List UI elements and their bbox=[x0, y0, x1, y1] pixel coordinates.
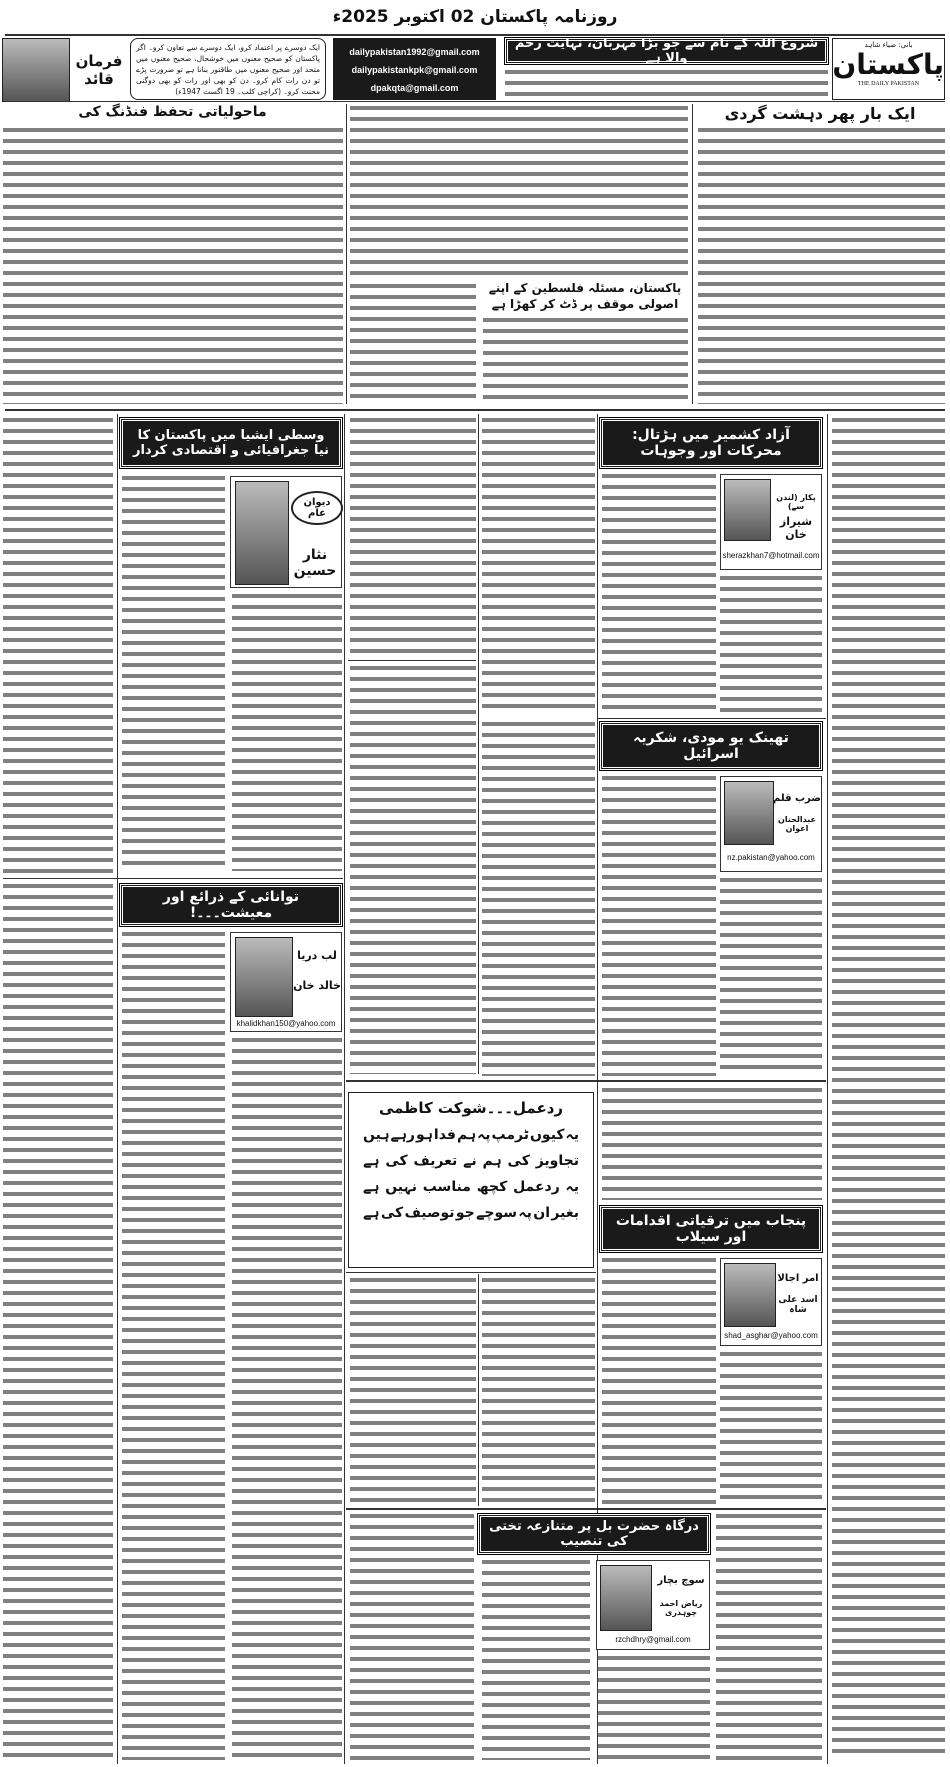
article-text bbox=[698, 128, 945, 404]
poem-word: کی bbox=[507, 1153, 530, 1169]
email-link[interactable]: dpakqta@gmail.com bbox=[370, 83, 459, 93]
poem-word: ہے bbox=[363, 1153, 380, 1169]
poem-word: جو bbox=[455, 1205, 475, 1221]
divider bbox=[5, 101, 945, 102]
poem-word: پہ bbox=[518, 1205, 532, 1221]
bismillah-banner: شروع اللہ کے نام سے جو بڑا مہربان، نہایت رحم والا ہے bbox=[505, 38, 828, 64]
poem-word: تجاویز bbox=[535, 1153, 579, 1169]
author-name: ریاض احمد چوہدری bbox=[659, 1599, 703, 1617]
column-name: ضرب قلم bbox=[773, 793, 821, 804]
contact-emails bbox=[333, 38, 496, 100]
author-photo bbox=[724, 479, 771, 541]
logo-tagline: بانی: ضیاء شاہد bbox=[864, 41, 913, 49]
quote-text: ایک دوسرے پر اعتماد کرو، ایک دوسرے سے تعاون کرو۔ اگر پاکستان کو صحیح معنوں میں خوشحال، صحیح معنوں میں متحد اور صحیح معنوں میں طاقتور بنانا ہے تو ضرورت پڑے تو دن رات کام کرو۔ دن کو بھی اور رات کو بھی دوگنی محنت کرو۔ bbox=[136, 43, 320, 96]
column-divider bbox=[344, 414, 345, 1764]
author-email[interactable]: nz.pakistan@yahoo.com bbox=[727, 853, 815, 862]
poem-word: بغیر bbox=[551, 1205, 579, 1221]
headline-central-asia[interactable]: وسطی ایشیا میں پاکستان کا نیا جغرافیائی و اقتصادی کردار bbox=[120, 418, 342, 468]
divider bbox=[346, 1272, 596, 1273]
poem-word: سوچے bbox=[476, 1205, 518, 1221]
article-text bbox=[350, 106, 688, 276]
poem-word: ٹرمپ bbox=[491, 1127, 529, 1143]
article-text bbox=[602, 776, 716, 1076]
article-text bbox=[350, 666, 476, 1074]
author-box bbox=[230, 932, 342, 1032]
poem-word: نے bbox=[463, 1153, 477, 1169]
author-name: خالد خان bbox=[293, 979, 341, 992]
poem-word: مناسب bbox=[422, 1179, 471, 1195]
column-divider bbox=[478, 414, 479, 1074]
poem-word: یہ bbox=[565, 1127, 579, 1143]
column-name: دیوان عام bbox=[291, 491, 343, 525]
author-photo bbox=[235, 937, 293, 1017]
poem-word: کچھ bbox=[476, 1179, 508, 1195]
article-text bbox=[232, 594, 342, 871]
divider bbox=[346, 1508, 826, 1510]
poem-word: کی bbox=[385, 1153, 408, 1169]
author-box bbox=[230, 476, 342, 588]
poem-line bbox=[363, 1153, 579, 1169]
article-text bbox=[832, 418, 945, 1758]
article-text bbox=[598, 1656, 710, 1760]
article-text bbox=[483, 318, 688, 404]
article-text bbox=[482, 1278, 595, 1504]
publisher-info-text bbox=[505, 70, 828, 96]
dateline: روزنامہ پاکستان 02 اکتوبر 2025ء bbox=[332, 7, 618, 27]
author-photo bbox=[600, 1565, 652, 1631]
masthead-logo bbox=[832, 38, 945, 100]
poem-word: ہو bbox=[415, 1127, 433, 1143]
headline-energy[interactable]: توانائی کے ذرائع اور معیشت۔۔۔! bbox=[120, 884, 342, 926]
quote-source: (کراچی کلب۔ 19 اگست 1947ء) bbox=[175, 87, 281, 96]
headline-hazratbal[interactable]: درگاہ حضرت بل پر متنازعہ تختی کی تنصیب bbox=[478, 1514, 710, 1554]
poem-word: پہ bbox=[477, 1127, 491, 1143]
article-text bbox=[3, 418, 113, 873]
author-email[interactable]: khalidkhan150@yahoo.com bbox=[236, 1019, 336, 1028]
article-text bbox=[716, 1514, 822, 1760]
author-email[interactable]: rzchdhry@gmail.com bbox=[615, 1635, 691, 1644]
poem-word: رہے bbox=[390, 1127, 415, 1143]
article-text bbox=[122, 932, 225, 1760]
poem-word: ہیں bbox=[363, 1127, 390, 1143]
quaid-portrait bbox=[2, 38, 70, 102]
article-text bbox=[602, 1258, 716, 1504]
column-divider bbox=[692, 104, 693, 404]
divider bbox=[5, 409, 945, 411]
poem-word: ردعمل bbox=[513, 1179, 560, 1195]
author-box bbox=[720, 1258, 822, 1346]
column-divider bbox=[117, 414, 118, 1764]
poem-box bbox=[348, 1092, 594, 1268]
poem-line bbox=[363, 1127, 579, 1143]
poem-word: کیوں bbox=[529, 1127, 565, 1143]
article-text bbox=[350, 284, 476, 404]
poem-line bbox=[363, 1205, 579, 1221]
poem-word: ہم bbox=[456, 1127, 477, 1143]
headline-climate[interactable]: ماحولیاتی تحفظ فنڈنگ کی bbox=[0, 104, 345, 120]
divider bbox=[3, 878, 343, 879]
column-name: پکار (لندن سے) bbox=[776, 493, 816, 511]
article-text bbox=[482, 1560, 590, 1760]
column-name: امر اجالا bbox=[777, 1273, 819, 1284]
article-text bbox=[3, 884, 113, 1760]
poem-word: نہیں bbox=[385, 1179, 417, 1195]
article-text bbox=[720, 878, 822, 1076]
author-photo bbox=[724, 781, 774, 845]
poem-word: فدا bbox=[433, 1127, 456, 1143]
headline-palestine[interactable]: پاکستان، مسئلہ فلسطین کے اپنے اصولی موقف پر ڈٹ کر کھڑا ہے bbox=[480, 280, 690, 312]
article-text bbox=[602, 1088, 822, 1200]
poem-line bbox=[363, 1179, 579, 1195]
logo-english: THE DAILY PAKISTAN bbox=[857, 81, 920, 87]
article-text bbox=[350, 1278, 476, 1504]
article-text bbox=[720, 1352, 822, 1504]
article-text bbox=[350, 1514, 474, 1760]
divider bbox=[598, 718, 826, 719]
poem-word: یہ bbox=[565, 1179, 579, 1195]
headline-kashmir-strike[interactable]: آزاد کشمیر میں ہڑتال: محرکات اور وجوہات bbox=[600, 418, 822, 468]
quote-title: فرمان قائد bbox=[75, 52, 123, 88]
divider bbox=[348, 660, 476, 661]
author-name: شیراز خان bbox=[779, 515, 813, 541]
email-link[interactable]: dailypakistan1992@gmail.com bbox=[349, 47, 480, 57]
author-name: نثار حسین bbox=[293, 547, 337, 579]
headline-thank-you-modi[interactable]: تھینک یو مودی، شکریہ اسرائیل bbox=[600, 722, 822, 770]
author-name: اسد علی شاہ bbox=[778, 1295, 818, 1315]
author-box bbox=[596, 1560, 710, 1650]
poem-word: ہے bbox=[363, 1205, 380, 1221]
headline-punjab-floods[interactable]: پنجاب میں ترقیاتی اقدامات اور سیلاب bbox=[600, 1206, 822, 1252]
article-text bbox=[122, 476, 225, 871]
poem-word: ان bbox=[533, 1205, 551, 1221]
poem-word: کی bbox=[380, 1205, 404, 1221]
article-text bbox=[232, 1038, 342, 1760]
author-box bbox=[720, 474, 822, 570]
column-name: لب دریا bbox=[297, 949, 337, 962]
column-divider bbox=[346, 104, 347, 404]
article-text bbox=[720, 576, 822, 714]
column-divider bbox=[478, 1274, 479, 1506]
author-photo bbox=[235, 481, 289, 585]
poem-word: ہم bbox=[482, 1153, 502, 1169]
article-text bbox=[602, 474, 716, 714]
author-email[interactable]: shad_asghar@yahoo.com bbox=[724, 1331, 818, 1340]
author-photo bbox=[724, 1263, 776, 1327]
article-text bbox=[482, 722, 595, 1076]
poem-word: توصیف bbox=[404, 1205, 455, 1221]
column-divider bbox=[827, 414, 828, 1764]
article-text bbox=[350, 418, 476, 658]
headline-terror[interactable]: ایک بار پھر دہشت گردی bbox=[695, 104, 945, 123]
article-text bbox=[482, 418, 595, 714]
author-box bbox=[720, 776, 822, 872]
poem-title: ردعمل۔۔۔شوکت کاظمی bbox=[378, 1099, 564, 1117]
author-name: عبدالحنان اعوان bbox=[778, 815, 816, 833]
quaid-quote-box bbox=[130, 38, 326, 100]
poem-word: ہے bbox=[363, 1179, 380, 1195]
author-email[interactable]: sherazkhan7@hotmail.com bbox=[722, 551, 820, 560]
article-text bbox=[3, 128, 343, 404]
logo-title: پاکستان bbox=[832, 48, 944, 81]
poem-word: تعریف bbox=[413, 1153, 458, 1169]
divider bbox=[346, 1080, 826, 1082]
email-link[interactable]: dailypakistankpk@gmail.com bbox=[351, 65, 478, 75]
column-name: سوچ بچار bbox=[657, 1575, 705, 1586]
